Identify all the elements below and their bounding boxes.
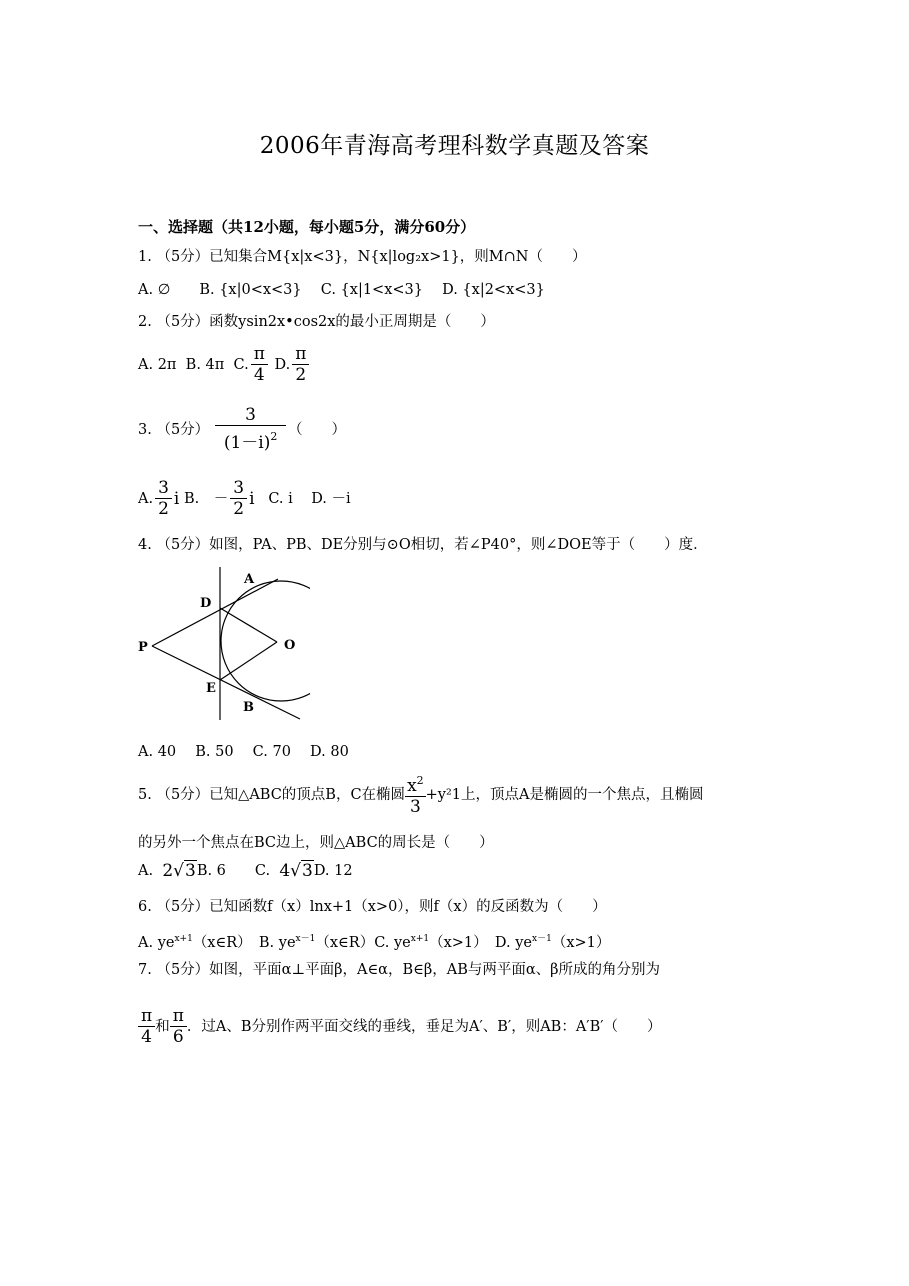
- q3-frac-a: $\frac{3}{2}$: [155, 478, 172, 520]
- q7-frac-pi-4: $\frac{\pi}{4}$: [138, 1006, 155, 1048]
- q3-option-b: B. －: [183, 491, 229, 507]
- q2-option-d: D.: [274, 357, 291, 373]
- tangent-pa: [152, 579, 278, 646]
- q7-stem-line1: 7. （5分）如图，平面α⊥平面β，A∈α，B∈β，AB与两平面α、β所成的角分别为: [138, 962, 661, 978]
- q4-figure: [130, 565, 310, 725]
- q3-options: A. $\frac{3}{2}$ i B. － $\frac{3}{2}$ i C. i D. －i: [138, 478, 351, 519]
- q5-stem-line2: 的另外一个焦点在BC边上，则△ABC的周长是（ ）: [138, 835, 494, 851]
- q2-option-a: A. 2π: [138, 357, 177, 373]
- q5-option-b-c: B. 6 C.: [196, 863, 271, 879]
- q4-options: A. 40 B. 50 C. 70 D. 80: [138, 744, 349, 760]
- label-b: B: [243, 700, 254, 715]
- q1-options: A. ∅ B. {x|0<x<3} C. {x|1<x<3} D. {x|2<x<3}: [138, 282, 545, 298]
- q2-options: [138, 344, 311, 386]
- q2-frac-pi-2: $\frac{\pi}{2}$: [292, 344, 309, 386]
- q2-option-c: C.: [233, 357, 249, 373]
- q5-option-d: D. 12: [313, 863, 353, 879]
- q3-stem: [138, 405, 346, 454]
- q2-frac-pi-4: $\frac{\pi}{4}$: [251, 344, 268, 386]
- label-e: E: [206, 681, 216, 696]
- page-title: 2006年青海高考理科数学真题及答案: [259, 133, 650, 159]
- q3-option-c: C. i: [268, 491, 293, 507]
- q5-frac-ellipse: $\frac{x^2}{3}$: [405, 771, 426, 818]
- q4-stem: 4. （5分）如图，PA、PB、DE分别与⊙O相切，若∠P40°，则∠DOE等于（ ）度．: [138, 537, 708, 553]
- q5-option-a: A.: [138, 863, 154, 879]
- segment-do: [220, 608, 277, 642]
- q6-stem: 6. （5分）已知函数f（x）lnx+1（x>0），则f（x）的反函数为（ ）: [138, 899, 607, 915]
- q3-fraction: $\frac{3}{(1-i)^2}$: [215, 405, 286, 454]
- segment-eo: [220, 642, 277, 680]
- section-heading: 一、选择题（共12小题，每小题5分，满分60分）: [138, 218, 476, 236]
- label-p: P: [138, 640, 148, 655]
- q2-stem: 2. （5分）函数ysin2x•cos2x的最小正周期是（ ）: [138, 314, 495, 330]
- q3-option-a: A.: [138, 491, 154, 507]
- q3-option-d: D. －i: [311, 491, 351, 507]
- label-o: O: [284, 638, 296, 653]
- q5-stem-b: +y²1上，顶点A是椭圆的一个焦点，且椭圆: [425, 786, 704, 803]
- q5-stem-line1: [138, 771, 704, 818]
- circle-o: [221, 581, 310, 701]
- q3-prefix: 3. （5分）: [138, 421, 210, 438]
- q3-frac-b: $\frac{3}{2}$: [230, 478, 247, 520]
- q1-stem: 1. （5分）已知集合M{x|x<3}，N{x|log₂x>1}，则M∩N（ ）: [138, 249, 587, 265]
- tangent-pb: [152, 646, 300, 719]
- q7-frac-pi-6: $\frac{\pi}{6}$: [170, 1006, 187, 1048]
- q3-suffix: （ ）: [288, 421, 346, 438]
- q2-option-b: B. 4π: [185, 357, 225, 373]
- label-a: A: [244, 572, 255, 587]
- q7-stem-line2: $\frac{\pi}{4}$ 和 $\frac{\pi}{6}$ ．过A、B分别作两平面交线的垂线，垂足为A′、B′，则AB：A′B′（ ）: [138, 1006, 662, 1048]
- q5-stem-a: 5. （5分）已知△ABC的顶点B，C在椭圆: [138, 786, 406, 803]
- label-d: D: [200, 596, 212, 611]
- q6-options: A. $ye^{x+1}(x\in R)$ B. $ye^{x-1}(x\in R)C$. $ye^{x+1}(x>1)$ D. $ye^{x-1}(x>1)$: [138, 934, 611, 951]
- q5-options: A. 2 √ 3 B. 6 C. 4 √ 3 D. 12: [138, 861, 353, 881]
